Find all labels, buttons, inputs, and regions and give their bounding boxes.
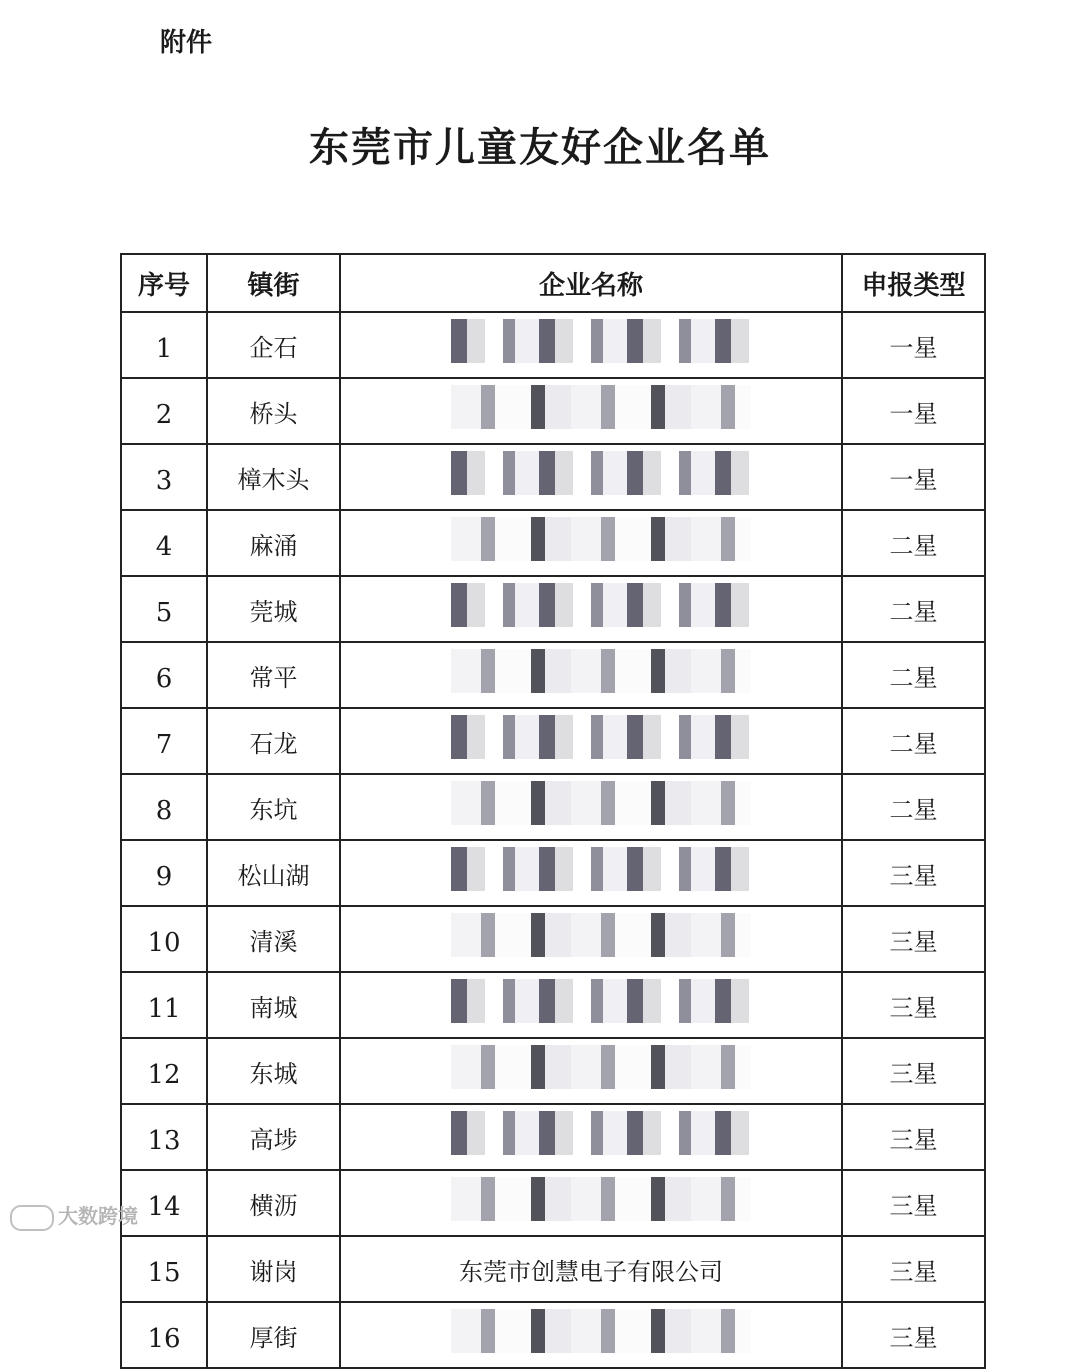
row-serial-number: 16 bbox=[121, 1302, 207, 1368]
row-serial-number: 1 bbox=[121, 312, 207, 378]
redaction-mosaic bbox=[451, 1309, 751, 1353]
row-declaration-type: 二星 bbox=[842, 576, 985, 642]
row-town: 南城 bbox=[207, 972, 340, 1038]
row-serial-number: 14 bbox=[121, 1170, 207, 1236]
table-row bbox=[121, 972, 985, 1038]
row-declaration-type: 三星 bbox=[842, 972, 985, 1038]
row-company-name bbox=[340, 1104, 842, 1170]
row-serial-number: 3 bbox=[121, 444, 207, 510]
redaction-mosaic bbox=[451, 847, 751, 891]
row-company-name bbox=[340, 510, 842, 576]
table-row bbox=[121, 906, 985, 972]
row-declaration-type: 三星 bbox=[842, 1038, 985, 1104]
row-serial-number: 12 bbox=[121, 1038, 207, 1104]
row-declaration-type: 三星 bbox=[842, 1170, 985, 1236]
row-serial-number: 13 bbox=[121, 1104, 207, 1170]
attachment-label: 附件 bbox=[160, 28, 213, 58]
row-town: 企石 bbox=[207, 312, 340, 378]
table-row bbox=[121, 1302, 985, 1368]
row-declaration-type: 三星 bbox=[842, 1236, 985, 1302]
row-town: 桥头 bbox=[207, 378, 340, 444]
table-row bbox=[121, 1236, 985, 1302]
row-serial-number: 7 bbox=[121, 708, 207, 774]
row-declaration-type: 二星 bbox=[842, 642, 985, 708]
redaction-mosaic bbox=[451, 649, 751, 693]
row-serial-number: 6 bbox=[121, 642, 207, 708]
row-serial-number: 8 bbox=[121, 774, 207, 840]
header-declaration-type: 申报类型 bbox=[842, 254, 985, 312]
row-town: 谢岗 bbox=[207, 1236, 340, 1302]
redaction-mosaic bbox=[451, 1177, 751, 1221]
row-declaration-type: 三星 bbox=[842, 840, 985, 906]
table-row bbox=[121, 576, 985, 642]
row-town: 厚街 bbox=[207, 1302, 340, 1368]
table-row bbox=[121, 1104, 985, 1170]
watermark-text: 大数跨境 bbox=[58, 1204, 138, 1228]
table-row bbox=[121, 774, 985, 840]
row-town: 常平 bbox=[207, 642, 340, 708]
row-declaration-type: 二星 bbox=[842, 774, 985, 840]
table-row bbox=[121, 378, 985, 444]
redaction-mosaic bbox=[451, 913, 751, 957]
row-declaration-type: 一星 bbox=[842, 312, 985, 378]
row-company-name bbox=[340, 840, 842, 906]
table-header-row bbox=[121, 254, 985, 312]
row-company-name bbox=[340, 972, 842, 1038]
company-name-text: 东莞市创慧电子有限公司 bbox=[459, 1257, 723, 1286]
row-town: 东坑 bbox=[207, 774, 340, 840]
header-company-name: 企业名称 bbox=[340, 254, 842, 312]
table-row bbox=[121, 1170, 985, 1236]
row-town: 横沥 bbox=[207, 1170, 340, 1236]
redaction-mosaic bbox=[451, 715, 751, 759]
redaction-mosaic bbox=[451, 979, 751, 1023]
header-serial-number: 序号 bbox=[121, 254, 207, 312]
watermark bbox=[10, 1200, 138, 1231]
redaction-mosaic bbox=[451, 451, 751, 495]
row-company-name bbox=[340, 708, 842, 774]
table-row bbox=[121, 312, 985, 378]
table-row bbox=[121, 444, 985, 510]
row-declaration-type: 二星 bbox=[842, 510, 985, 576]
row-town: 莞城 bbox=[207, 576, 340, 642]
table-row bbox=[121, 840, 985, 906]
table-row bbox=[121, 708, 985, 774]
row-company-name bbox=[340, 576, 842, 642]
redaction-mosaic bbox=[451, 1111, 751, 1155]
row-company-name bbox=[340, 1038, 842, 1104]
row-town: 樟木头 bbox=[207, 444, 340, 510]
row-company-name bbox=[340, 774, 842, 840]
redaction-mosaic bbox=[451, 319, 751, 363]
row-town: 松山湖 bbox=[207, 840, 340, 906]
row-company-name bbox=[340, 906, 842, 972]
redaction-mosaic bbox=[451, 1045, 751, 1089]
row-town: 麻涌 bbox=[207, 510, 340, 576]
row-serial-number: 9 bbox=[121, 840, 207, 906]
row-town: 东城 bbox=[207, 1038, 340, 1104]
watermark-logo-icon bbox=[10, 1205, 54, 1231]
company-list-table bbox=[120, 253, 984, 1369]
row-company-name bbox=[340, 642, 842, 708]
redaction-mosaic bbox=[451, 517, 751, 561]
row-serial-number: 11 bbox=[121, 972, 207, 1038]
row-declaration-type: 三星 bbox=[842, 1104, 985, 1170]
row-serial-number: 15 bbox=[121, 1236, 207, 1302]
table-row bbox=[121, 1038, 985, 1104]
row-serial-number: 4 bbox=[121, 510, 207, 576]
header-town: 镇街 bbox=[207, 254, 340, 312]
table-row bbox=[121, 642, 985, 708]
row-declaration-type: 二星 bbox=[842, 708, 985, 774]
row-serial-number: 5 bbox=[121, 576, 207, 642]
row-company-name bbox=[340, 378, 842, 444]
redaction-mosaic bbox=[451, 583, 751, 627]
redaction-mosaic bbox=[451, 781, 751, 825]
row-town: 高埗 bbox=[207, 1104, 340, 1170]
row-declaration-type: 三星 bbox=[842, 906, 985, 972]
document-title: 东莞市儿童友好企业名单 bbox=[309, 124, 771, 171]
row-declaration-type: 一星 bbox=[842, 444, 985, 510]
row-company-name bbox=[340, 444, 842, 510]
row-company-name bbox=[340, 1236, 842, 1302]
redaction-mosaic bbox=[451, 385, 751, 429]
row-declaration-type: 一星 bbox=[842, 378, 985, 444]
row-company-name bbox=[340, 1170, 842, 1236]
row-serial-number: 10 bbox=[121, 906, 207, 972]
row-town: 清溪 bbox=[207, 906, 340, 972]
row-town: 石龙 bbox=[207, 708, 340, 774]
row-company-name bbox=[340, 1302, 842, 1368]
row-company-name bbox=[340, 312, 842, 378]
table-row bbox=[121, 510, 985, 576]
row-declaration-type: 三星 bbox=[842, 1302, 985, 1368]
row-serial-number: 2 bbox=[121, 378, 207, 444]
